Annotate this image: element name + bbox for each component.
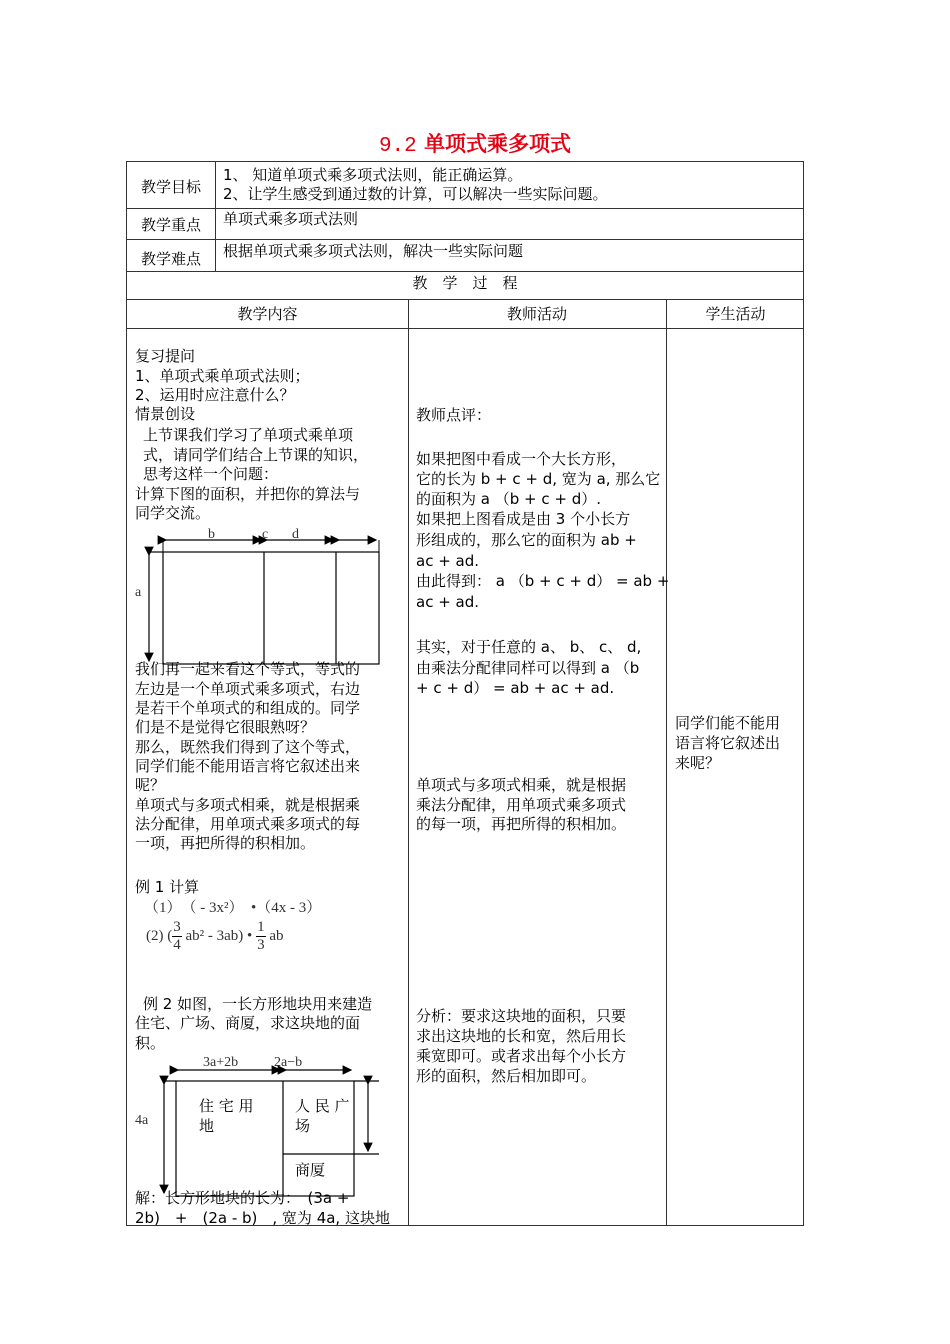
student-prompt-line: 来呢？	[675, 754, 721, 772]
column-header-teacher: 教师活动	[506, 305, 567, 323]
review-title: 复习提问	[135, 347, 196, 365]
teacher-comment-line: ac + ad.	[416, 593, 480, 611]
dimension-label-length-2: 2a−b	[274, 1055, 303, 1070]
student-prompt-line: 语言将它叙述出	[675, 734, 781, 752]
teacher-comment-line: 它的长为 b + c + d, 宽为 a, 那么它	[416, 470, 661, 488]
teacher-general-line: 由乘法分配律同样可以得到 a （b	[416, 659, 640, 677]
dimension-label-a: a	[135, 585, 142, 600]
scene-title: 情景创设	[135, 405, 196, 423]
region-square: 人 民 广 场	[295, 1097, 350, 1135]
scene-line: 上节课我们学习了单项式乘单项	[143, 426, 354, 444]
example1-question-2: (2) ( $\frac{3}{4}$ ab² - 3ab) • $\frac{1}{3}$ ab	[146, 919, 284, 953]
fraction: $\frac{3}{4}$	[173, 919, 181, 953]
process-header: 教 学 过 程	[412, 274, 518, 292]
scene-line: 思考这样一个问题：	[143, 465, 279, 483]
example2-line: 例 2 如图，一长方形地块用来建造	[143, 995, 373, 1013]
key-points-text: 单项式乘多项式法则	[223, 210, 359, 228]
column-header-content: 教学内容	[237, 305, 298, 323]
review-item: 1、单项式乘单项式法则；	[135, 367, 310, 385]
teacher-comment-line: ac + ad.	[416, 552, 480, 570]
teacher-comment-line: 的面积为 a （b + c + d）.	[416, 490, 601, 508]
teacher-comment-line: 形组成的，那么它的面积为 ab +	[416, 531, 637, 549]
dimension-label-d: d	[292, 527, 299, 542]
teacher-comment-line: 如果把上图看成是由 3 个小长方	[416, 510, 631, 528]
example2-line: 住宅、广场、商厦，求这块地的面	[135, 1014, 361, 1032]
teacher-general-line: + c + d） = ab + ac + ad.	[416, 679, 615, 697]
key-points-label: 教学重点	[140, 216, 201, 234]
teacher-analysis-line: 形的面积，然后相加即可。	[416, 1067, 597, 1085]
scene-line: 式，请同学们结合上节课的知识，	[143, 446, 369, 464]
fraction: $\frac{1}{3}$	[257, 919, 265, 953]
objectives-label: 教学目标	[140, 178, 201, 196]
teacher-analysis-line: 求出这块地的长和宽，然后用长	[416, 1027, 627, 1045]
teacher-rule-line: 乘法分配律，用单项式乘多项式	[416, 796, 627, 814]
teacher-analysis-line: 乘宽即可。或者求出每个小长方	[416, 1047, 627, 1065]
paragraph-line: 我们再一起来看这个等式，等式的	[135, 660, 361, 678]
paragraph-line: 同学们能不能用语言将它叙述出来	[135, 757, 361, 775]
dimension-label-length-1: 3a+2b	[203, 1055, 239, 1070]
teacher-general-line: 其实，对于任意的 a、 b、 c、 d,	[416, 638, 642, 656]
example2-line: 积。	[135, 1034, 166, 1052]
teacher-rule-line: 单项式与多项式相乘，就是根据	[416, 776, 627, 794]
objective-item: 2、让学生感受到通过数的计算，可以解决一些实际问题。	[223, 185, 608, 203]
student-prompt-line: 同学们能不能用	[675, 714, 781, 732]
column-header-student: 学生活动	[705, 305, 766, 323]
dimension-label-b: b	[208, 527, 215, 542]
rule-line: 一项，再把所得的积相加。	[135, 834, 316, 852]
teacher-comment-line: 如果把图中看成一个大长方形，	[416, 450, 627, 468]
solution-line: 解：长方形地块的长为： (3a +	[135, 1189, 350, 1207]
teacher-comment-title: 教师点评：	[416, 406, 492, 424]
teacher-rule-line: 的每一项，再把所得的积相加。	[416, 815, 627, 833]
dimension-label-width: 4a	[135, 1113, 149, 1128]
region-mall: 商厦	[295, 1161, 326, 1179]
difficulties-text: 根据单项式乘多项式法则，解决一些实际问题	[223, 242, 524, 260]
review-item: 2、运用时应注意什么？	[135, 386, 295, 404]
paragraph-line: 是若干个单项式的和组成的。同学	[135, 699, 361, 717]
title-text: 单项式乘多项式	[424, 132, 572, 156]
paragraph-line: 左边是一个单项式乘多项式，右边	[135, 680, 361, 698]
difficulties-label: 教学难点	[140, 250, 201, 268]
rule-line: 法分配律，用单项式乘多项式的每	[135, 815, 361, 833]
title-number: 9.2	[378, 135, 417, 158]
paragraph-line: 那么，既然我们得到了这个等式，	[135, 738, 361, 756]
paragraph-line: 呢？	[135, 776, 166, 794]
rule-line: 单项式与多项式相乘，就是根据乘	[135, 796, 361, 814]
task-line: 同学交流。	[135, 504, 211, 522]
solution-line: 2b) + (2a - b) , 宽为 4a, 这块地	[135, 1209, 390, 1227]
dimension-label-c: c	[262, 527, 269, 542]
paragraph-line: 们是不是觉得它很眼熟呀？	[135, 718, 316, 736]
example1-question-1: （1） （ - 3x²） •（4x - 3）	[144, 900, 322, 916]
region-residential: 住 宅 用 地	[199, 1097, 254, 1135]
teacher-comment-line: 由此得到： a （b + c + d） = ab +	[416, 572, 670, 590]
example1-title: 例 1 计算	[135, 878, 200, 896]
teacher-analysis-line: 分析：要求这块地的面积，只要	[416, 1007, 627, 1025]
task-line: 计算下图的面积，并把你的算法与	[135, 485, 361, 503]
objective-item: 1、 知道单项式乘多项式法则，能正确运算。	[223, 166, 523, 184]
